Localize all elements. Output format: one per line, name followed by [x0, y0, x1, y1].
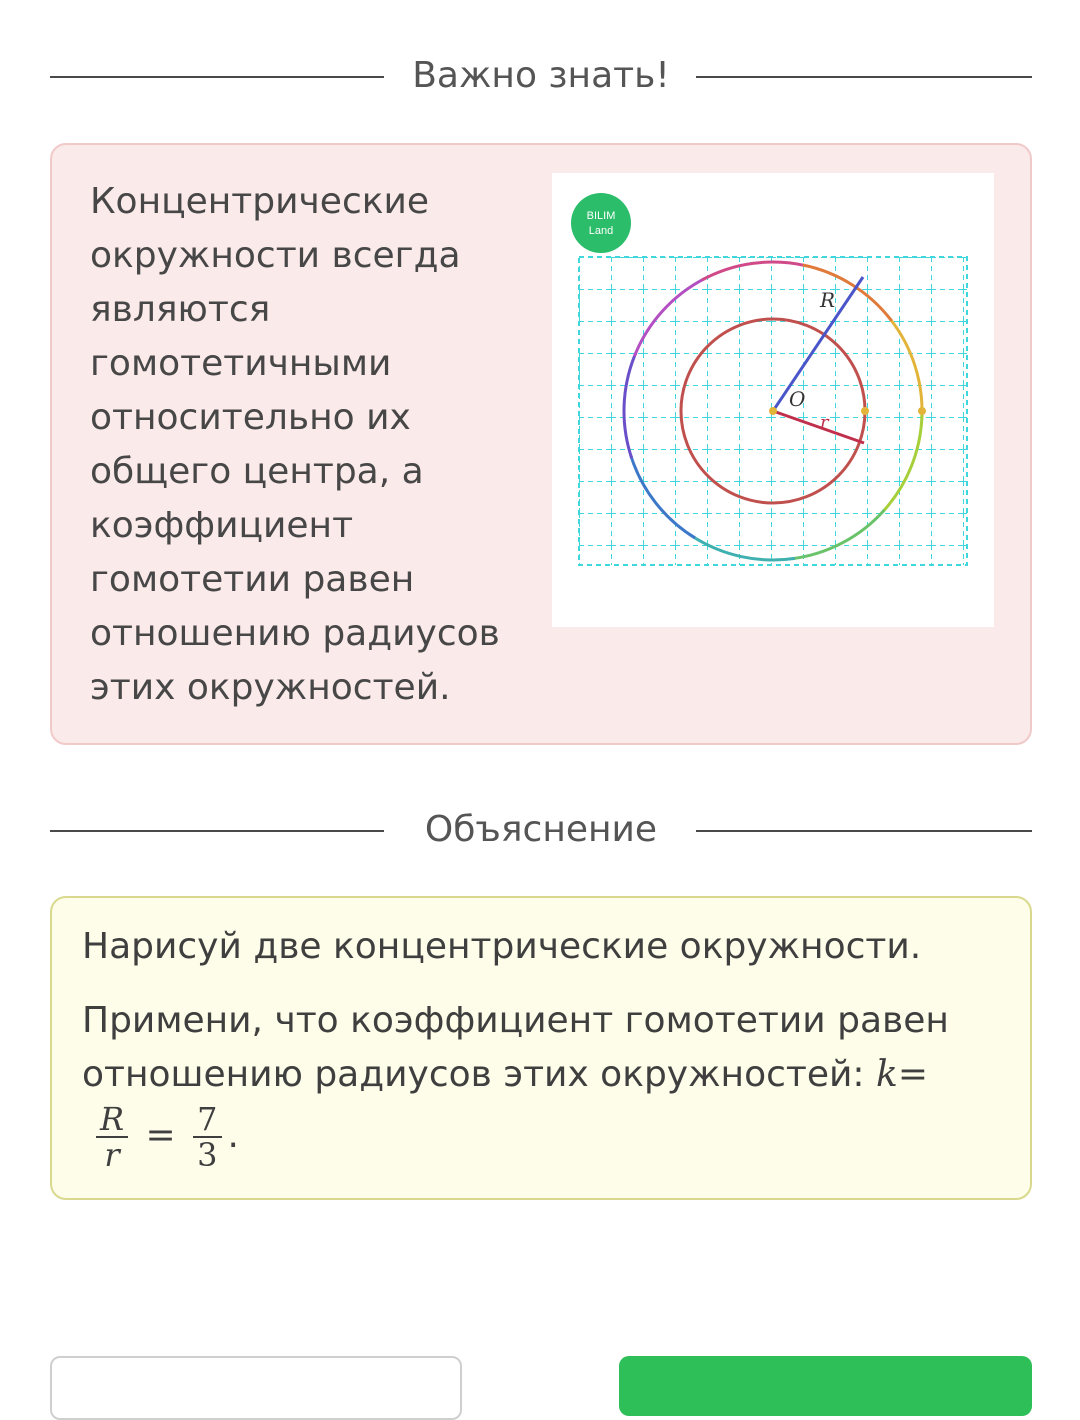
- inner-point: [861, 407, 869, 415]
- explanation-section-header: [50, 800, 1032, 860]
- fraction-7-over-3: [193, 1102, 221, 1172]
- explanation-card: [50, 896, 1032, 1200]
- label-R: R: [820, 288, 836, 312]
- explanation-line-2: [82, 994, 982, 1172]
- explanation-title: Объяснение: [50, 800, 1032, 860]
- primary-button[interactable]: [619, 1356, 1032, 1416]
- math-period: .: [227, 1115, 239, 1156]
- fraction-denominator: 3: [197, 1136, 218, 1174]
- center-point: [769, 407, 777, 415]
- important-section-header: [50, 46, 1032, 106]
- outer-point: [918, 407, 926, 415]
- important-title: Важно знать!: [50, 46, 1032, 106]
- fraction-numerator: R: [96, 1102, 128, 1138]
- logo-text-bottom: Land: [588, 225, 614, 237]
- label-r: r: [820, 412, 829, 433]
- math-equals: =: [897, 1054, 928, 1095]
- fraction-R-over-r: [96, 1102, 128, 1172]
- math-equals-2: =: [145, 1115, 176, 1156]
- logo-text-top: BILIM: [586, 210, 616, 222]
- fraction-denominator: r: [104, 1136, 120, 1174]
- concentric-circles-figure: [552, 173, 994, 627]
- important-card: [50, 143, 1032, 745]
- important-text: Концентрические окружности всегда являются гомотетичными относительно их общего центра, а коэффициент гомотетии равен отношению радиусов этих окружностей.: [90, 181, 500, 708]
- label-O: O: [789, 387, 806, 411]
- explanation-line-2-text: Примени, что коэффициент гомотетии равен отношению радиусов этих окружностей:: [82, 1000, 949, 1095]
- logo-badge: [571, 193, 631, 253]
- explanation-line-1: Нарисуй две концентрические окружности.: [82, 926, 922, 967]
- circles-diagram: [552, 173, 994, 627]
- secondary-button[interactable]: [50, 1356, 462, 1420]
- fraction-numerator: 7: [193, 1102, 221, 1138]
- math-k: k: [876, 1054, 898, 1095]
